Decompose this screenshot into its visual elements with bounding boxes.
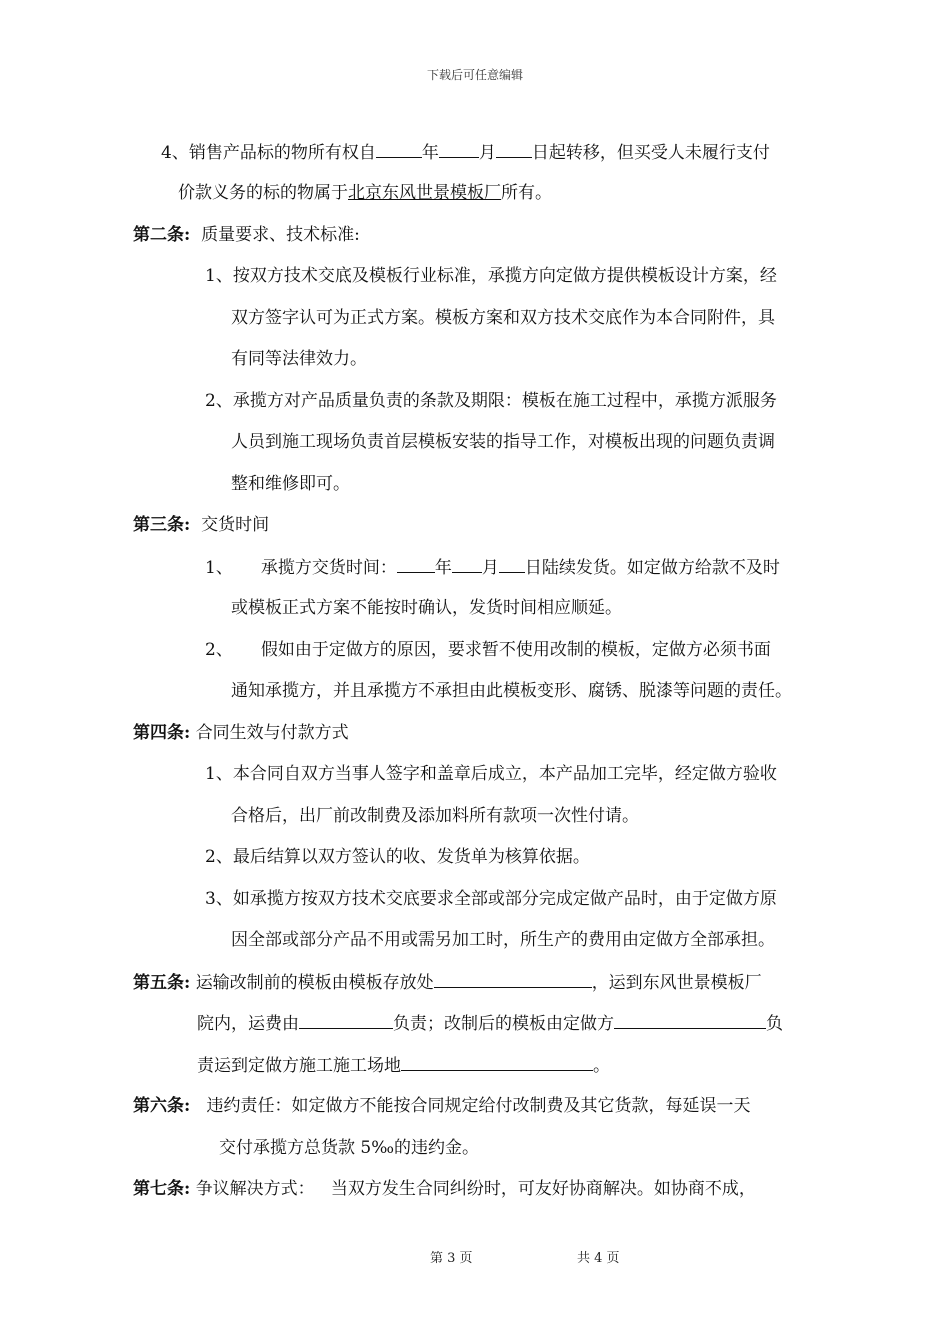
article-text: 争议解决方式： — [195, 1179, 315, 1199]
p4-year-label: 年 — [421, 143, 439, 163]
item-text: 假如由于定做方的原因，要求暂不使用改制的模板，定做方必须书面 — [260, 640, 771, 660]
blank-month — [452, 555, 482, 573]
art2-item2-line3: 整和维修即可。 — [231, 474, 350, 494]
factory-name: 北京东风世景模板厂 — [348, 183, 501, 203]
article2-heading — [133, 223, 360, 247]
article-text: 责运到定做方施工施工场地 — [197, 1056, 401, 1076]
art4-item1-line2: 合格后，出厂前改制费及添加料所有款项一次性付请。 — [231, 806, 639, 826]
article3-heading — [133, 513, 269, 537]
article-title: 第七条: — [133, 1179, 191, 1199]
article-subject: 质量要求、技术标准: — [201, 225, 360, 245]
article-text: ，运到东风世景模板厂 — [591, 973, 762, 993]
article-text: 负 — [766, 1014, 783, 1034]
page-number: 第 3 页 — [430, 1251, 473, 1266]
article-text: 运输改制前的模板由模板存放处 — [195, 973, 434, 993]
art4-item1-line1: 1、本合同自双方当事人签字和盖章后成立，本产品加工完毕，经定做方验收 — [205, 764, 777, 784]
p4-text2: 价款义务的标的物属于 — [178, 183, 348, 203]
article-text: 。 — [593, 1056, 610, 1076]
art3-item2-line2: 通知承揽方，并且承揽方不承担由此模板变形、腐锈、脱漆等问题的责任。 — [231, 681, 792, 701]
p4-line2 — [178, 181, 552, 205]
art4-item2: 2、最后结算以双方签认的收、发货单为核算依据。 — [205, 847, 590, 867]
article4-heading — [133, 721, 349, 745]
page-header: 下载后可任意编辑 — [426, 68, 523, 82]
blank-after — [614, 1011, 766, 1029]
art2-item2-line1: 2、承揽方对产品质量负责的条款及期限：模板在施工过程中，承揽方派服务 — [205, 391, 777, 411]
art3-item1-line1 — [205, 555, 780, 580]
article5-line1 — [133, 970, 762, 995]
art2-item1-line2: 双方签字认可为正式方案。模板方案和双方技术交底作为本合同附件，具 — [231, 308, 775, 328]
art3-item2-line1 — [205, 638, 771, 662]
article6-line2: 交付承揽方总货款 5‰的违约金。 — [219, 1138, 480, 1158]
blank-year — [376, 140, 422, 158]
article-title: 第二条: — [133, 225, 191, 245]
art2-item1-line3: 有同等法律效力。 — [231, 349, 367, 369]
article-title: 第三条: — [133, 515, 191, 535]
blank-day — [496, 140, 532, 158]
article7-line1 — [133, 1177, 756, 1201]
item-number: 2、 — [205, 640, 233, 660]
art2-item1-line1: 1、按双方技术交底及模板行业标准，承揽方向定做方提供模板设计方案，经 — [205, 266, 777, 286]
blank-storage-location — [434, 970, 592, 988]
item-text: 承揽方交货时间： — [260, 558, 397, 578]
article-text: 负责；改制后的模板由定做方 — [393, 1014, 614, 1034]
article-subject: 合同生效与付款方式 — [195, 723, 349, 743]
page-total: 共 4 页 — [577, 1251, 620, 1266]
p4-text-end: 日起转移，但买受人未履行支付 — [531, 143, 770, 163]
article-title: 第四条: — [133, 723, 191, 743]
art4-item3-line2: 因全部或部分产品不用或需另加工时，所生产的费用由定做方全部承担。 — [231, 930, 775, 950]
year-label: 年 — [434, 558, 452, 578]
article5-line3 — [197, 1053, 610, 1078]
blank-site — [401, 1053, 593, 1071]
blank-freight-payer — [299, 1011, 393, 1029]
art4-item3-line1: 3、如承揽方按双方技术交底要求全部或部分完成定做产品时，由于定做方原 — [205, 889, 777, 909]
article5-line2 — [197, 1011, 783, 1036]
article-text: 违约责任：如定做方不能按合同规定给付改制费及其它货款，每延误一天 — [206, 1096, 751, 1116]
p4-text2-end: 所有。 — [501, 183, 552, 203]
article-subject: 交货时间 — [201, 515, 270, 535]
p4-text: 4、销售产品标的物所有权自 — [161, 143, 376, 163]
art2-item2-line2: 人员到施工现场负责首层模板安装的指导工作，对模板出现的问题负责调 — [231, 432, 775, 452]
blank-month — [439, 140, 479, 158]
art3-item1-line2: 或模板正式方案不能按时确认，发货时间相应顺延。 — [231, 598, 622, 618]
article-text: 院内，运费由 — [197, 1014, 299, 1034]
article-text: 当双方发生合同纠纷时，可友好协商解决。如协商不成， — [330, 1179, 756, 1199]
p4-month-label: 月 — [478, 143, 496, 163]
item-text-end: 日陆续发货。如定做方给款不及时 — [524, 558, 780, 578]
item-number: 1、 — [205, 558, 233, 578]
article-title: 第五条: — [133, 973, 191, 993]
p4-line1 — [161, 140, 770, 165]
blank-year — [397, 555, 435, 573]
blank-day — [499, 555, 525, 573]
month-label: 月 — [481, 558, 499, 578]
article6-line1 — [133, 1094, 751, 1118]
article-title: 第六条: — [133, 1096, 191, 1116]
